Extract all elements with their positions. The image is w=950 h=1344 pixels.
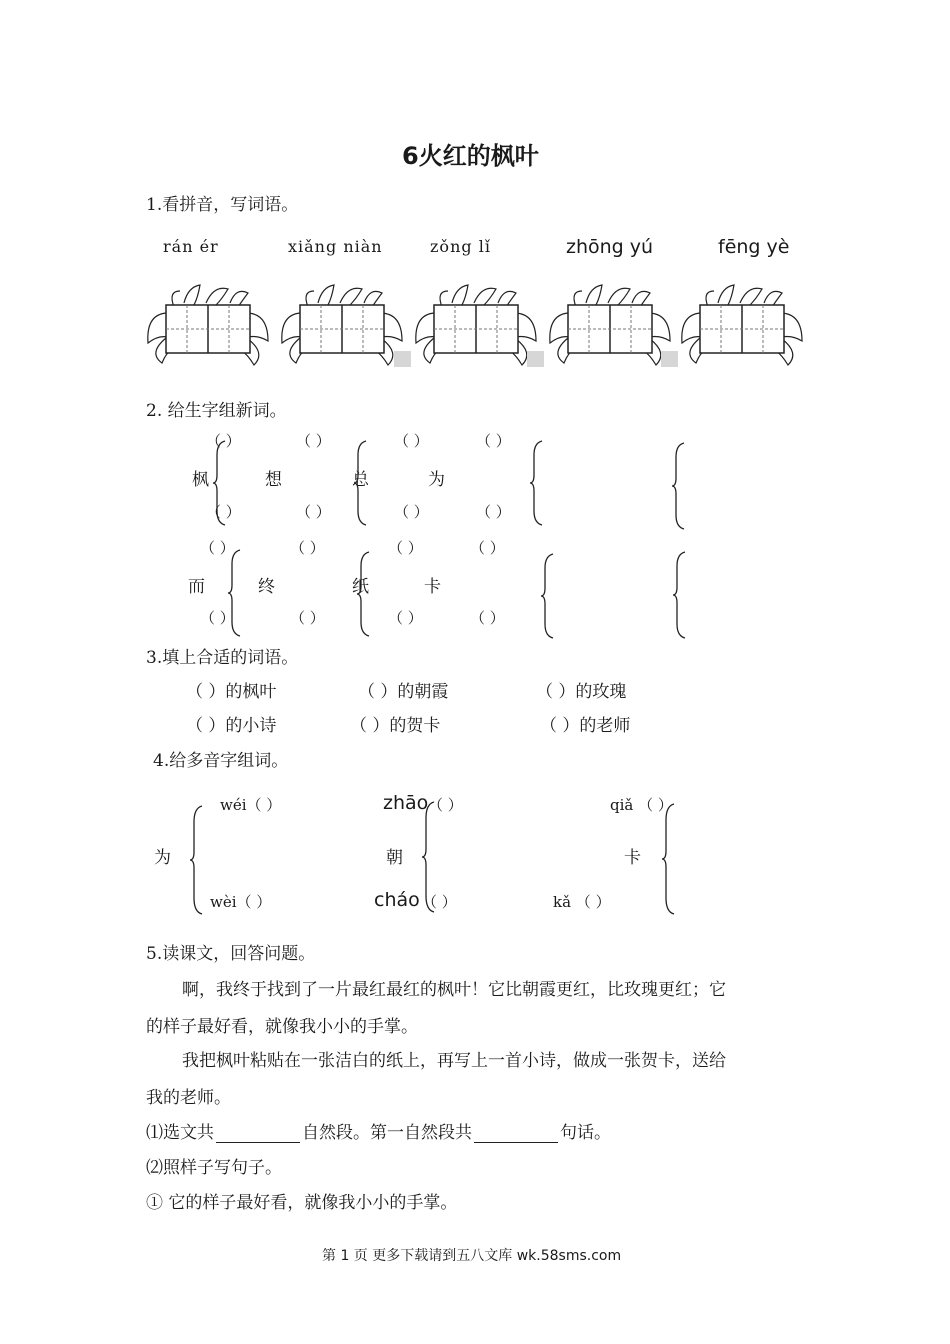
paren-blank[interactable]: （ ） (290, 539, 325, 557)
pinyin-1: rán ér (163, 237, 219, 256)
passage-line: 我把枫叶粘贴在一张洁白的纸上，再写上一首小诗，做成一张贺卡，送给 (182, 1051, 726, 1071)
paren-blank[interactable]: （ ） (200, 539, 235, 557)
char-zhao-poly: 朝 (386, 848, 403, 868)
paren-blank[interactable]: （ ） (394, 503, 429, 521)
question-3-label: 3.填上合适的词语。 (146, 648, 299, 668)
fill-blank-item[interactable]: （ ）的小诗 (186, 716, 277, 736)
brace-icon (354, 441, 368, 525)
brace-icon (672, 443, 686, 529)
brace-icon (662, 804, 676, 914)
pinyin-2: xiǎng niàn (288, 237, 383, 256)
gray-mark (394, 351, 411, 367)
brace-icon (213, 441, 227, 525)
char-zong: 总 (352, 470, 369, 490)
char-xiang: 想 (265, 470, 282, 490)
question-1-label: 1.看拼音，写词语。 (146, 195, 299, 215)
char-ka: 卡 (424, 577, 441, 597)
sub-question-1-text-b: 自然段。第一自然段共 (302, 1123, 472, 1143)
char-wei-poly: 为 (154, 848, 171, 868)
pinyin-4: zhōng yú (566, 236, 654, 258)
paren-blank[interactable]: （ ） (296, 503, 331, 521)
passage-line: 啊，我终于找到了一片最红最红的枫叶！它比朝霞更红，比玫瑰更红；它 (182, 980, 726, 1000)
fill-blank-item[interactable]: （ ）的贺卡 (350, 716, 441, 736)
paren-blank[interactable]: （ ） (428, 796, 463, 814)
paren-blank[interactable]: （ ） (206, 503, 241, 521)
leaf-writing-box-5[interactable] (678, 283, 806, 375)
pinyin-zhao: zhāo (383, 792, 429, 814)
leaf-writing-box-1[interactable] (144, 283, 272, 375)
leaf-writing-box-3[interactable] (412, 283, 540, 375)
sub-question-2-item-1: ① 它的样子最好看，就像我小小的手掌。 (146, 1193, 458, 1213)
brace-icon (541, 554, 555, 638)
page-footer: 第 1 页 更多下载请到五八文库 wk.58sms.com (322, 1248, 622, 1264)
paren-blank[interactable]: （ ） (296, 432, 331, 450)
paren-blank[interactable]: （ ） (388, 539, 423, 557)
question-2-label: 2. 给生字组新词。 (146, 401, 287, 421)
question-5-label: 5.读课文，回答问题。 (146, 944, 316, 964)
paren-blank[interactable]: （ ） (476, 432, 511, 450)
paren-blank[interactable]: （ ） (422, 893, 457, 911)
fill-blank-item[interactable]: （ ）的老师 (540, 716, 631, 736)
char-er: 而 (188, 577, 205, 597)
brace-icon (228, 550, 242, 636)
brace-icon (190, 806, 204, 914)
passage-line: 我的老师。 (146, 1088, 231, 1108)
paren-blank[interactable]: （ ） (394, 432, 429, 450)
paren-blank[interactable]: （ ） (470, 609, 505, 627)
char-wei: 为 (428, 470, 445, 490)
sub-question-2: ⑵照样子写句子。 (146, 1158, 282, 1178)
char-zhi: 纸 (352, 577, 369, 597)
char-feng: 枫 (192, 470, 209, 490)
answer-blank[interactable] (216, 1124, 300, 1143)
paren-blank[interactable]: （ ） (290, 609, 325, 627)
gray-mark (661, 351, 678, 367)
sub-question-1-text-c: 句话。 (560, 1123, 611, 1143)
leaf-writing-box-4[interactable] (546, 283, 674, 375)
char-ka-poly: 卡 (624, 848, 641, 868)
brace-icon (673, 552, 687, 638)
fill-blank-item[interactable]: （ ）的朝霞 (358, 682, 449, 702)
leaf-writing-box-2[interactable] (278, 283, 406, 375)
paren-blank[interactable]: （ ） (200, 609, 235, 627)
pinyin-wei4[interactable]: wèi（ ） (210, 893, 272, 911)
brace-icon (357, 552, 371, 636)
char-zhong: 终 (258, 577, 275, 597)
pinyin-qia[interactable]: qiǎ （ ） (610, 796, 673, 814)
pinyin-chao: cháo (374, 889, 420, 911)
brace-icon (530, 441, 544, 525)
sub-question-1 (146, 1118, 611, 1143)
question-4-label: 4.给多音字组词。 (153, 751, 289, 771)
paren-blank[interactable]: （ ） (470, 539, 505, 557)
pinyin-5: fēng yè (718, 236, 790, 258)
fill-blank-item[interactable]: （ ）的枫叶 (186, 682, 277, 702)
pinyin-wei1[interactable]: wéi（ ） (220, 796, 282, 814)
passage-line: 的样子最好看，就像我小小的手掌。 (146, 1017, 418, 1037)
paren-blank[interactable]: （ ） (476, 503, 511, 521)
answer-blank[interactable] (474, 1124, 558, 1143)
pinyin-ka[interactable]: kǎ （ ） (553, 893, 611, 911)
paren-blank[interactable]: （ ） (206, 432, 241, 450)
gray-mark (527, 351, 544, 367)
brace-icon (422, 802, 436, 912)
sub-question-1-text-a: ⑴选文共 (146, 1123, 214, 1143)
fill-blank-item[interactable]: （ ）的玫瑰 (536, 682, 627, 702)
paren-blank[interactable]: （ ） (388, 609, 423, 627)
page-title: 6火红的枫叶 (402, 142, 539, 170)
pinyin-3: zǒng lǐ (430, 237, 491, 256)
